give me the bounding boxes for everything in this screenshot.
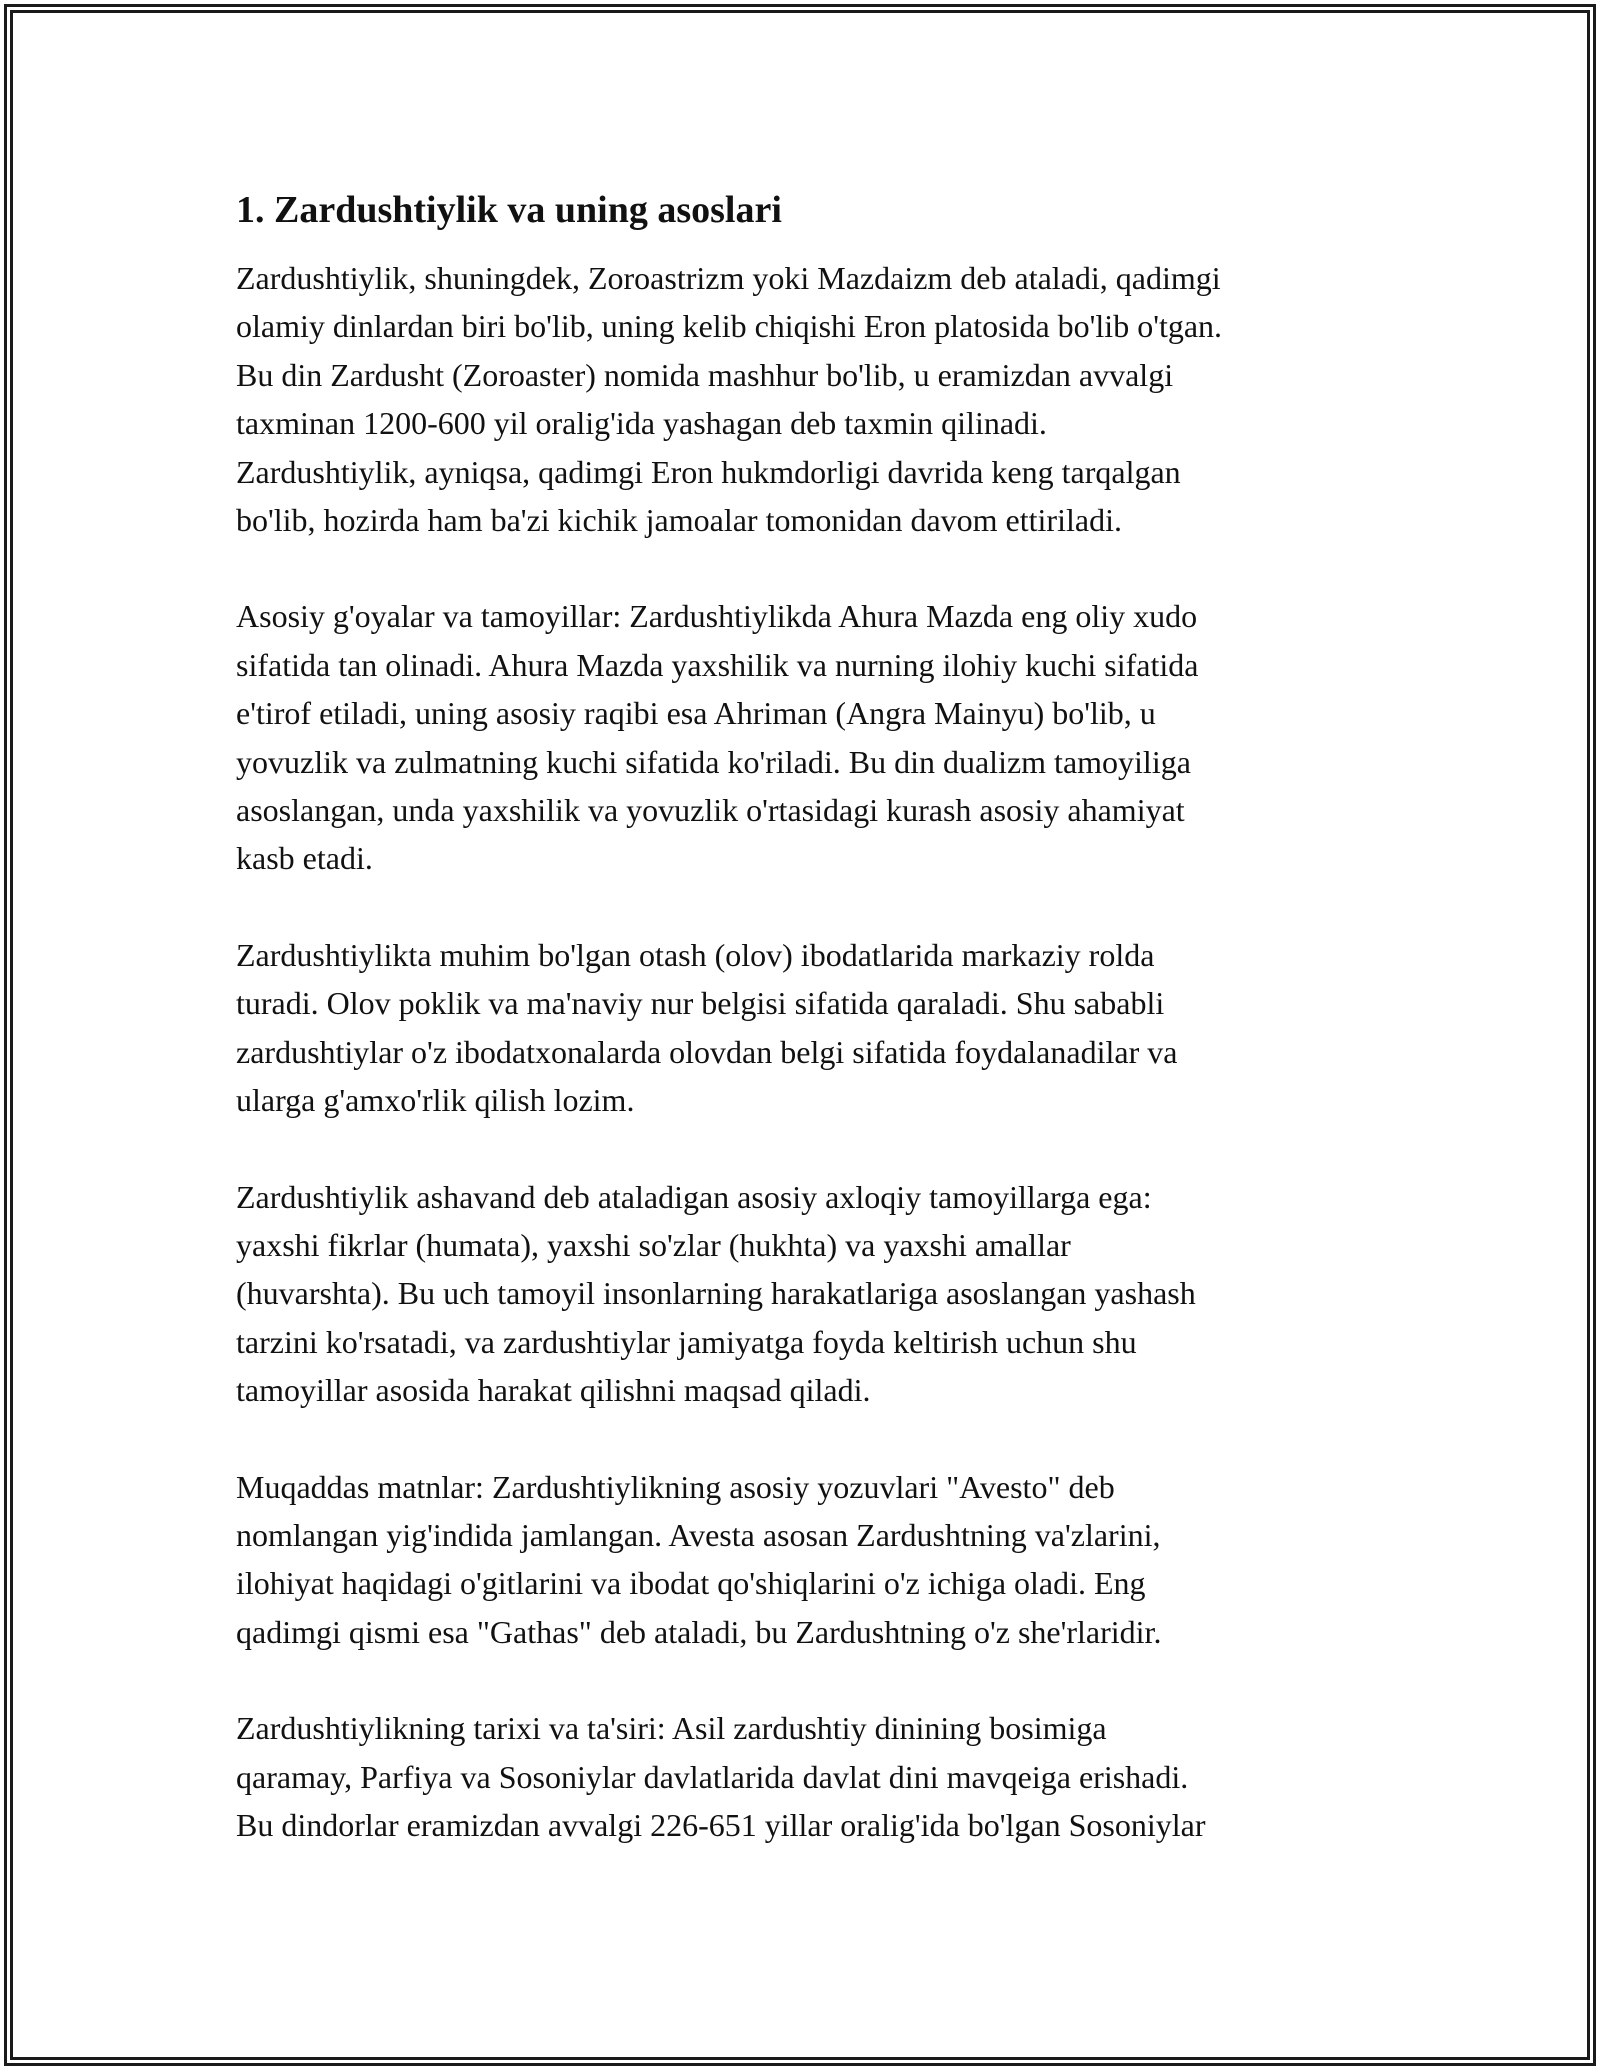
text-line: e'tirof etiladi, uning asosiy raqibi esa Ahriman (Angra Mainyu) bo'lib, u [236,695,1156,732]
text-line: Asosiy g'oyalar va tamoyillar: Zardushtiylikda Ahura Mazda eng oliy xudo [236,598,1198,635]
text-line: Zardushtiylikta muhim bo'lgan otash (olov) ibodatlarida markaziy rolda [236,936,1155,973]
text-line: yaxshi fikrlar (humata), yaxshi so'zlar (hukhta) va yaxshi amallar [236,1226,1071,1263]
text-line: Zardushtiylikning tarixi va ta'siri: Asil zardushtiy dinining bosimiga [236,1710,1107,1747]
text-line: yovuzlik va zulmatning kuchi sifatida ko'riladi. Bu din dualizm tamoyiliga [236,743,1191,780]
paragraph-sacred-texts [236,1463,1386,1657]
paragraph-ethics [236,1173,1386,1415]
paragraph-introduction [236,254,1386,544]
paragraph-fire-worship [236,931,1386,1125]
text-line: Bu din Zardusht (Zoroaster) nomida mashhur bo'lib, u eramizdan avvalgi [236,356,1174,393]
text-line: asoslangan, unda yaxshilik va yovuzlik o'rtasidagi kurash asosiy ahamiyat [236,792,1185,829]
text-line: qadimgi qismi esa "Gathas" deb ataladi, bu Zardushtning o'z she'rlaridir. [236,1613,1162,1650]
text-line: Bu dindorlar eramizdan avvalgi 226-651 yillar oralig'ida bo'lgan Sosoniylar [236,1806,1206,1843]
text-line: zardushtiylar o'z ibodatxonalarda olovdan belgi sifatida foydalanadilar va [236,1033,1178,1070]
text-line: (huvarshta). Bu uch tamoyil insonlarning harakatlariga asoslangan yashash [236,1275,1196,1312]
section-heading: 1. Zardushtiylik va uning asoslari [236,189,782,231]
text-line: qaramay, Parfiya va Sosoniylar davlatlarida davlat dini mavqeiga erishadi. [236,1758,1189,1795]
text-line: ularga g'amxo'rlik qilish lozim. [236,1082,635,1119]
text-line: bo'lib, hozirda ham ba'zi kichik jamoalar tomonidan davom ettiriladi. [236,502,1122,539]
text-line: tarzini ko'rsatadi, va zardushtiylar jamiyatga foyda keltirish uchun shu [236,1323,1137,1360]
document-body [236,186,1386,1897]
text-line: Muqaddas matnlar: Zardushtiylikning asosiy yozuvlari "Avesto" deb [236,1468,1115,1505]
text-line: taxminan 1200-600 yil oralig'ida yashagan deb taxmin qilinadi. [236,405,1047,442]
paragraph-history [236,1704,1386,1849]
paragraph-main-ideas [236,592,1386,882]
text-line: Zardushtiylik, ayniqsa, qadimgi Eron hukmdorligi davrida keng tarqalgan [236,453,1181,490]
text-line: tamoyillar asosida harakat qilishni maqsad qiladi. [236,1372,871,1409]
text-line: Zardushtiylik, shuningdek, Zoroastrizm yoki Mazdaizm deb ataladi, qadimgi [236,260,1221,296]
text-line: nomlangan yig'indida jamlangan. Avesta asosan Zardushtning va'zlarini, [236,1516,1161,1553]
text-line: ilohiyat haqidagi o'gitlarini va ibodat qo'shiqlarini o'z ichiga oladi. Eng [236,1565,1146,1602]
text-line: sifatida tan olinadi. Ahura Mazda yaxshilik va nurning ilohiy kuchi sifatida [236,646,1199,683]
text-line: Zardushtiylik ashavand deb ataladigan asosiy axloqiy tamoyillarga ega: [236,1178,1152,1215]
text-line: kasb etadi. [236,840,373,877]
text-line: olamiy dinlardan biri bo'lib, uning kelib chiqishi Eron platosida bo'lib o'tgan. [236,308,1223,345]
text-line: turadi. Olov poklik va ma'naviy nur belgisi sifatida qaraladi. Shu sababli [236,985,1165,1022]
